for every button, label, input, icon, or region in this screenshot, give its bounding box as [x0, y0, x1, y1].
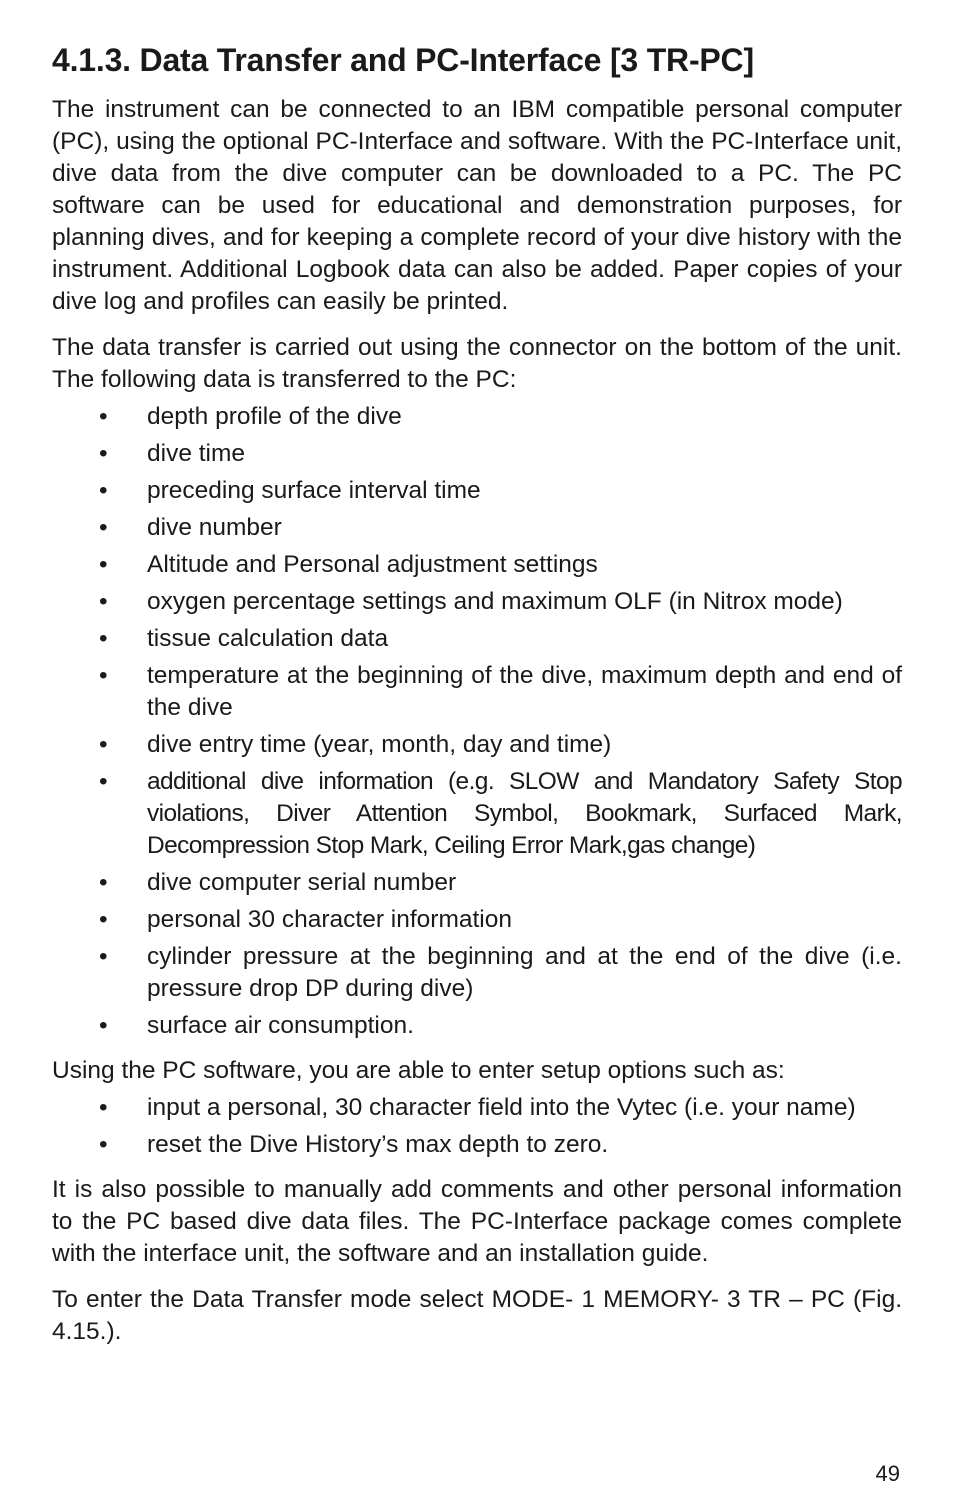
list-item	[52, 660, 902, 724]
list-item-text: depth profile of the dive	[147, 403, 402, 430]
list-item-text: dive time	[147, 440, 246, 467]
bullet-icon: •	[99, 662, 108, 689]
list-item	[52, 867, 902, 899]
bullet-icon: •	[99, 403, 108, 430]
bullet-icon: •	[99, 477, 108, 504]
document-page	[52, 40, 902, 1362]
list-item	[52, 586, 902, 618]
list-item-text: temperature at the beginning of the dive, maximum depth and end of the dive	[147, 662, 902, 721]
list-item-text: dive number	[147, 514, 282, 541]
bullet-icon: •	[99, 514, 108, 541]
list-item-text: surface air consumption.	[147, 1012, 414, 1039]
list-item-text: dive entry time (year, month, day and time)	[147, 731, 612, 758]
list-item-text: personal 30 character information	[147, 906, 512, 933]
list-item-text: preceding surface interval time	[147, 477, 481, 504]
list-item	[52, 1129, 902, 1161]
list-item	[52, 475, 902, 507]
list-item	[52, 512, 902, 544]
list-item-text: dive computer serial number	[147, 869, 457, 896]
bullet-icon: •	[99, 1094, 108, 1121]
bullet-icon: •	[99, 551, 108, 578]
list-item-text: reset the Dive History’s max depth to zero.	[147, 1131, 609, 1158]
list-item-text: tissue calculation data	[147, 625, 389, 652]
bullet-icon: •	[99, 588, 108, 615]
list-item-text: cylinder pressure at the beginning and at the end of the dive (i.e. pressure drop DP during dive)	[147, 943, 902, 1002]
bullet-icon: •	[99, 943, 108, 970]
bullet-icon: •	[99, 440, 108, 467]
setup-options-list	[52, 1092, 902, 1161]
list-item	[52, 438, 902, 470]
list-item	[52, 549, 902, 581]
transferred-data-list	[52, 401, 902, 1042]
list-item	[52, 1092, 902, 1124]
intro-paragraph: The instrument can be connected to an IBM compatible personal computer (PC), using the optional PC-Interface and software. With the PC-Interface unit, dive data from the dive computer can be downloaded to a PC. The PC software can be used for educational and demonstration purposes, for planning dives, and for keeping a complete record of your dive history with the instrument. Additional Logbook data can also be added. Paper copies of your dive log and profiles can easily be printed.	[52, 96, 902, 315]
comments-paragraph: It is also possible to manually add comments and other personal information to the PC based dive data files. The PC-Interface package comes complete with the interface unit, the software and an installation guide.	[52, 1176, 902, 1267]
bullet-icon: •	[99, 768, 107, 795]
bullet-icon: •	[99, 731, 108, 758]
bullet-icon: •	[99, 625, 108, 652]
enter-mode-paragraph: To enter the Data Transfer mode select MODE- 1 MEMORY- 3 TR – PC (Fig. 4.15.).	[52, 1286, 902, 1345]
list-item	[52, 904, 902, 936]
list-item	[52, 941, 902, 1005]
bullet-icon: •	[99, 1012, 108, 1039]
transfer-paragraph: The data transfer is carried out using the connector on the bottom of the unit. The following data is transferred to the PC:	[52, 334, 902, 393]
list-item	[52, 401, 902, 433]
list-item	[52, 729, 902, 761]
section-heading: 4.1.3. Data Transfer and PC-Interface [3 TR-PC]	[52, 42, 754, 78]
setup-paragraph: Using the PC software, you are able to enter setup options such as:	[52, 1057, 785, 1084]
list-item-text: Altitude and Personal adjustment settings	[147, 551, 598, 578]
bullet-icon: •	[99, 906, 108, 933]
list-item-text: oxygen percentage settings and maximum OLF (in Nitrox mode)	[147, 588, 843, 615]
bullet-icon: •	[99, 869, 108, 896]
list-item	[52, 1010, 902, 1042]
list-item	[52, 623, 902, 655]
list-item-text: additional dive information (e.g. SLOW and Mandatory Safety Stop violations, Diver Attention Symbol, Bookmark, Surfaced Mark, Decompression Stop Mark, Ceiling Error Mark,gas change)	[147, 768, 902, 859]
page-number: 49	[875, 1461, 900, 1486]
list-item-text: input a personal, 30 character field into the Vytec (i.e. your name)	[147, 1094, 856, 1121]
list-item	[52, 766, 902, 862]
bullet-icon: •	[99, 1131, 108, 1158]
